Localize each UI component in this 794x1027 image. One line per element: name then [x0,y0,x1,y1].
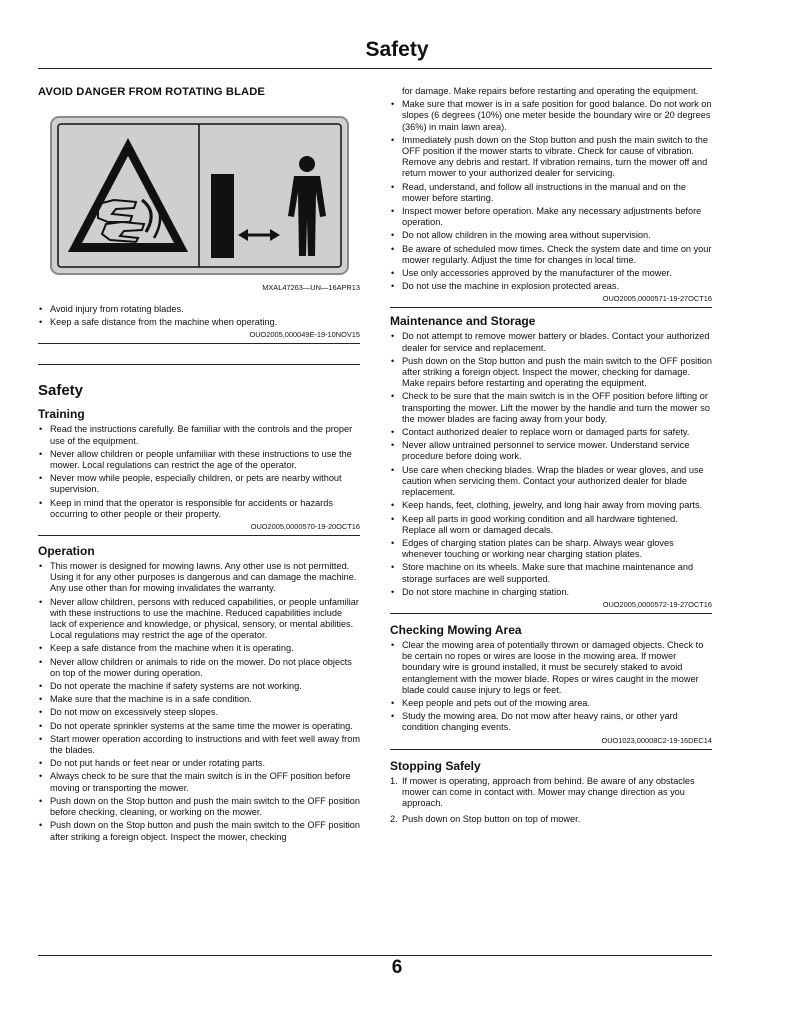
list-item: • Never allow children or animals to ride on the mower. Do not place objects on top of the mower during operation. [38,657,360,679]
list-item: • Make sure that mower is in a safe position for good balance. Do not work on slopes (6 degrees (10%) one meter beside the boundary wire or 20 degrees (36%) in main lawn area). [390,99,712,133]
step-text: Push down on Stop button on top of mower. [402,814,581,825]
step-item [390,776,712,810]
checking-bullet-list [390,640,712,734]
list-item: • Contact authorized dealer to replace worn or damaged parts for safety. [390,427,712,438]
list-item: • Do not allow children in the mowing area without supervision. [390,230,712,241]
list-item: • Start mower operation according to instructions and with feet well away from the blades. [38,734,360,756]
list-item: • Check to be sure that the main switch is in the OFF position before lifting or transporting the mower. Lift the mower by the handle and turn the mower so the mower blades are facing away from your body. [390,391,712,425]
step-text: If mower is operating, approach from behind. Be aware of any obstacles mower can come in contact with. Mower may change direction as you approach. [402,775,695,808]
blade-heading: AVOID DANGER FROM ROTATING BLADE [38,86,265,98]
list-item: • Keep a safe distance from the machine when operating. [38,317,360,328]
blade-warning-icon [50,116,349,275]
reference-code: OUO2005,0000570-19-20OCT16 [250,522,360,532]
header-rule [38,68,712,69]
reference-code: OUO1023,00008C2-19-16DEC14 [601,735,712,745]
section-divider [38,535,360,536]
section-divider [390,749,712,750]
list-item: • Keep hands, feet, clothing, jewelry, and long hair away from moving parts. [390,500,712,511]
operation-bullet-list-continued [390,99,712,292]
list-item: • Always check to be sure that the main switch is in the OFF position before moving or transporting the mower. [38,771,360,793]
page-number: 6 [391,957,403,978]
list-item: • Push down on the Stop button and push the main switch to the OFF position after striking a foreign object. Inspect the mower, checking for damage. Make repairs before restarting and operating the equipment. [390,356,712,390]
reference-code: OUO2005,0000572-19-27OCT16 [602,599,712,609]
stopping-step-list [390,776,712,826]
list-item: • Store machine on its wheels. Make sure that machine maintenance and storage surfaces are well supported. [390,562,712,584]
list-item: • This mower is designed for mowing lawns. Any other use is not permitted. Using it for any other purposes is dangerous and can damage the machine. Any use other than for mowing invalidates the warranty. [38,561,360,595]
figure-caption: MXAL47263—UN—16APR13 [262,283,360,292]
list-item: • Inspect mower before operation. Make any necessary adjustments before operation. [390,206,712,228]
section-divider [38,364,360,365]
operation-bullet-list [38,561,360,843]
left-column [38,72,360,845]
list-item: • Use care when checking blades. Wrap the blades or wear gloves, and use caution when servicing them. Contact your authorized dealer for blade replacement. [390,465,712,499]
section-divider [390,307,712,308]
list-item: • Do not put hands or feet near or under rotating parts. [38,758,360,769]
list-item: • Never allow children, persons with reduced capabilities, or people unfamiliar with these instructions to use the machine. Reduced capabilities include lack of experience and knowledge, or physical, sensory, or mental abilities. Local regulations may restrict the age of the operator. [38,597,360,642]
list-item: • Make sure that the machine is in a safe condition. [38,694,360,705]
list-item: • Never allow untrained personnel to service mower. Understand service procedure before doing work. [390,440,712,462]
list-item: • Do not operate sprinkler systems at the same time the mower is operating. [38,721,360,732]
blade-warning-figure [50,116,349,275]
step-number: 1. [390,775,398,786]
list-item: • Read, understand, and follow all instructions in the manual and on the mower before starting. [390,182,712,204]
list-item: • Keep in mind that the operator is responsible for accidents or hazards occurring to other people or their property. [38,498,360,520]
training-heading: Training [38,407,85,422]
step-item [390,814,712,825]
maintenance-bullet-list [390,331,712,597]
footer-rule [38,955,712,956]
list-item: • Do not attempt to remove mower battery or blades. Contact your authorized dealer for service and replacement. [390,331,712,353]
training-bullet-list [38,424,360,520]
list-item: • Do not store machine in charging station. [390,587,712,598]
operation-heading: Operation [38,544,95,559]
list-item: • Do not use the machine in explosion protected areas. [390,281,712,292]
list-item: • Keep a safe distance from the machine when it is operating. [38,643,360,654]
page-title: Safety [365,38,429,61]
list-item: • Clear the mowing area of potentially thrown or damaged objects. Check to be certain no ropes or wires are loose in the mowing area. If mower boundary wire is ground installed, it must be securely staked to avoid entanglement with the mower blade. Ropes or wires caught in the mower blade could cause injury to legs or feet. [390,640,712,696]
reference-code: OUO2005,0000571-19-27OCT16 [602,294,712,304]
list-item: • Push down on the Stop button and push the main switch to the OFF position after striking a foreign object. Inspect the mower, checking [38,820,360,842]
list-item: • Avoid injury from rotating blades. [38,304,360,315]
list-item: • Never allow children or people unfamiliar with these instructions to use the mower. Local regulations can restrict the age of the operator. [38,449,360,471]
list-item: • Immediately push down on the Stop button and push the main switch to the OFF position if the mower starts to vibrate. Check for cause of vibration. Remove any debris and restart. If vibration remains, turn the mower off and return mower to your authorized dealer for servicing. [390,135,712,180]
continued-text: for damage. Make repairs before restarting and operating the equipment. [402,86,699,96]
right-column [390,86,712,830]
stopping-heading: Stopping Safely [390,758,481,773]
list-item: • Keep all parts in good working condition and all hardware tightened. Replace all worn or damaged decals. [390,514,712,536]
maintenance-heading: Maintenance and Storage [390,314,536,329]
list-item: • Keep people and pets out of the mowing area. [390,698,712,709]
list-item: • Read the instructions carefully. Be familiar with the controls and the proper use of the equipment. [38,424,360,446]
list-item: • Edges of charging station plates can be sharp. Always wear gloves whenever touching or working near charging station plates. [390,538,712,560]
list-item: • Do not operate the machine if safety systems are not working. [38,681,360,692]
section-divider [390,613,712,614]
safety-heading: Safety [38,382,84,400]
list-item: • Study the mowing area. Do not mow after heavy rains, or other yard condition changing events. [390,711,712,733]
blade-bullet-list [38,304,360,328]
list-item: • Never mow while people, especially children, or pets are nearby without supervision. [38,473,360,495]
step-number: 2. [390,814,398,825]
checking-heading: Checking Mowing Area [390,622,522,637]
reference-code: OUO2005,000049E-19-10NOV15 [249,330,360,340]
list-item: • Use only accessories approved by the manufacturer of the mower. [390,268,712,279]
list-item: • Do not mow on excessively steep slopes. [38,707,360,718]
list-item: • Be aware of scheduled mow times. Check the system date and time on your mower regularly. Adjust the time for changes in local time. [390,244,712,266]
list-item: • Push down on the Stop button and push the main switch to the OFF position before checking, cleaning, or working on the mower. [38,796,360,818]
